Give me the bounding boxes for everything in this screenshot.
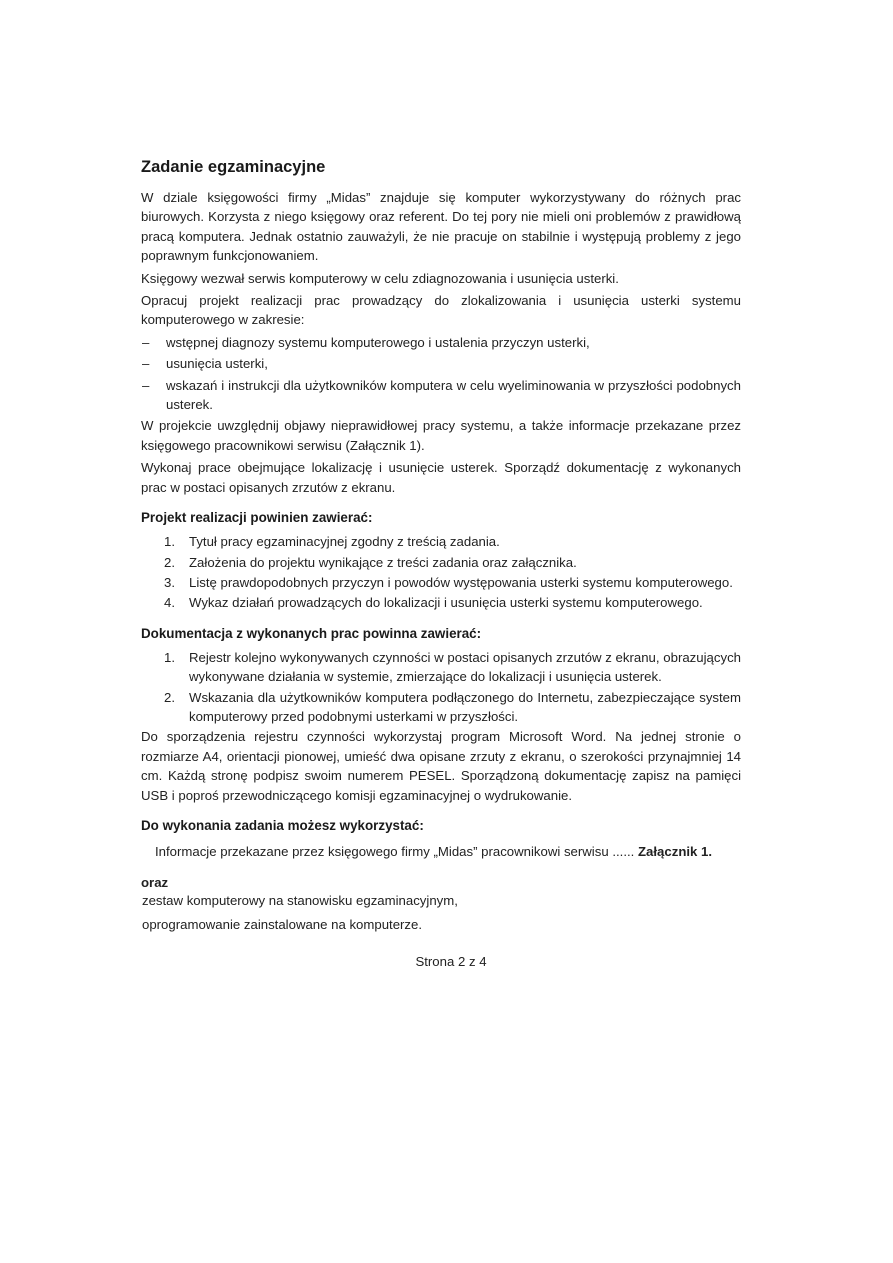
project-item bbox=[141, 573, 741, 592]
documentation-list bbox=[141, 648, 741, 727]
extra-resource-item: zestaw komputerowy na stanowisku egzaminacyjnym, bbox=[142, 893, 458, 909]
scope-list bbox=[141, 333, 741, 415]
item-number: 3. bbox=[164, 574, 175, 590]
extra-resources-list bbox=[141, 891, 741, 934]
item-number: 4. bbox=[164, 595, 175, 611]
page-title: Zadanie egzaminacyjne bbox=[141, 158, 326, 176]
item-text: Listę prawdopodobnych przyczyn i powodów występowania usterki systemu komputerowego. bbox=[189, 574, 733, 590]
item-number: 2. bbox=[164, 689, 175, 705]
project-list bbox=[141, 532, 741, 613]
documentation-note: Do sporządzenia rejestru czynności wykorzystaj program Microsoft Word. Na jednej stronie o rozmiarze A4, orientacji pionowej, umieść dwa opisane zrzuty z ekranu, o szerokości przynajmniej 14 cm. Każdą stronę podpisz swoim numerem PESEL. Sporządzoną dokumentację zapisz na pamięci USB i poproś przewodniczącego komisji egzaminacyjnej o wydrukowanie. bbox=[141, 729, 741, 803]
item-text: Tytuł pracy egzaminacyjnej zgodny z treścią zadania. bbox=[189, 534, 500, 550]
attachment-ref: Załącznik 1. bbox=[638, 843, 713, 859]
item-number: 1. bbox=[164, 649, 175, 665]
item-text: Rejestr kolejno wykonywanych czynności w postaci opisanych zrzutów z ekranu, obrazujących wykonywane działania w systemie, zmierzające do lokalizacji i usunięcia usterek. bbox=[189, 649, 741, 685]
intro-paragraph-1: W dziale księgowości firmy „Midas” znajduje się komputer wykorzystywany do różnych prac biurowych. Korzysta z niego księgowy oraz referent. Do tej pory nie mieli oni problemów z prawidłową pracą komputera. Jednak ostatnio zauważyli, że nie pracuje on stabilnie i występują problemy z jego poprawnym funkcjonowaniem. bbox=[141, 190, 741, 264]
page-number: Strona 2 z 4 bbox=[415, 954, 487, 970]
documentation-item bbox=[141, 648, 741, 687]
documentation-item bbox=[141, 688, 741, 727]
page-content bbox=[141, 156, 741, 972]
intro-paragraph-4: W projekcie uwzględnij objawy nieprawidłowej pracy systemu, a także informacje przekazane przez księgowego pracownikowi serwisu (Załącznik 1). bbox=[141, 418, 741, 453]
oraz-label: oraz bbox=[141, 875, 169, 891]
item-number: 1. bbox=[164, 534, 175, 550]
intro-paragraph-2: Księgowy wezwał serwis komputerowy w celu zdiagnozowania i usunięcia usterki. bbox=[141, 270, 619, 286]
resource-item bbox=[155, 842, 741, 861]
item-text: Wykaz działań prowadzących do lokalizacji i usunięcia usterki systemu komputerowego. bbox=[189, 595, 703, 611]
intro-paragraph-5: Wykonaj prace obejmujące lokalizację i usunięcie usterek. Sporządź dokumentację z wykonanych prac w postaci opisanych zrzutów z ekranu. bbox=[141, 460, 741, 495]
scope-item: – wstępnej diagnozy systemu komputerowego i ustalenia przyczyn usterki, bbox=[141, 333, 741, 352]
project-item bbox=[141, 553, 741, 572]
intro-paragraph-3: Opracuj projekt realizacji prac prowadzący do zlokalizowania i usunięcia usterki systemu komputerowego w zakresie: bbox=[141, 293, 741, 328]
project-item bbox=[141, 532, 741, 551]
item-text: Wskazania dla użytkowników komputera podłączonego do Internetu, zabezpieczające system komputerowy przed podobnymi usterkami w przyszłości. bbox=[189, 689, 741, 724]
project-heading: Projekt realizacji powinien zawierać: bbox=[141, 510, 373, 526]
resource-text: Informacje przekazane przez księgowego firmy „Midas” pracownikowi serwisu ...... bbox=[155, 843, 635, 859]
resources-heading: Do wykonania zadania możesz wykorzystać: bbox=[141, 817, 424, 833]
item-text: Założenia do projektu wynikające z treści zadania oraz załącznika. bbox=[189, 554, 577, 570]
project-item bbox=[141, 593, 741, 612]
scope-item: – wskazań i instrukcji dla użytkowników komputera w celu wyeliminowania w przyszłości podobnych usterek. bbox=[141, 376, 741, 415]
item-number: 2. bbox=[164, 554, 175, 570]
documentation-heading: Dokumentacja z wykonanych prac powinna zawierać: bbox=[141, 625, 482, 641]
scope-item: – usunięcia usterki, bbox=[141, 354, 741, 373]
extra-resource-item: oprogramowanie zainstalowane na komputerze. bbox=[142, 916, 423, 932]
